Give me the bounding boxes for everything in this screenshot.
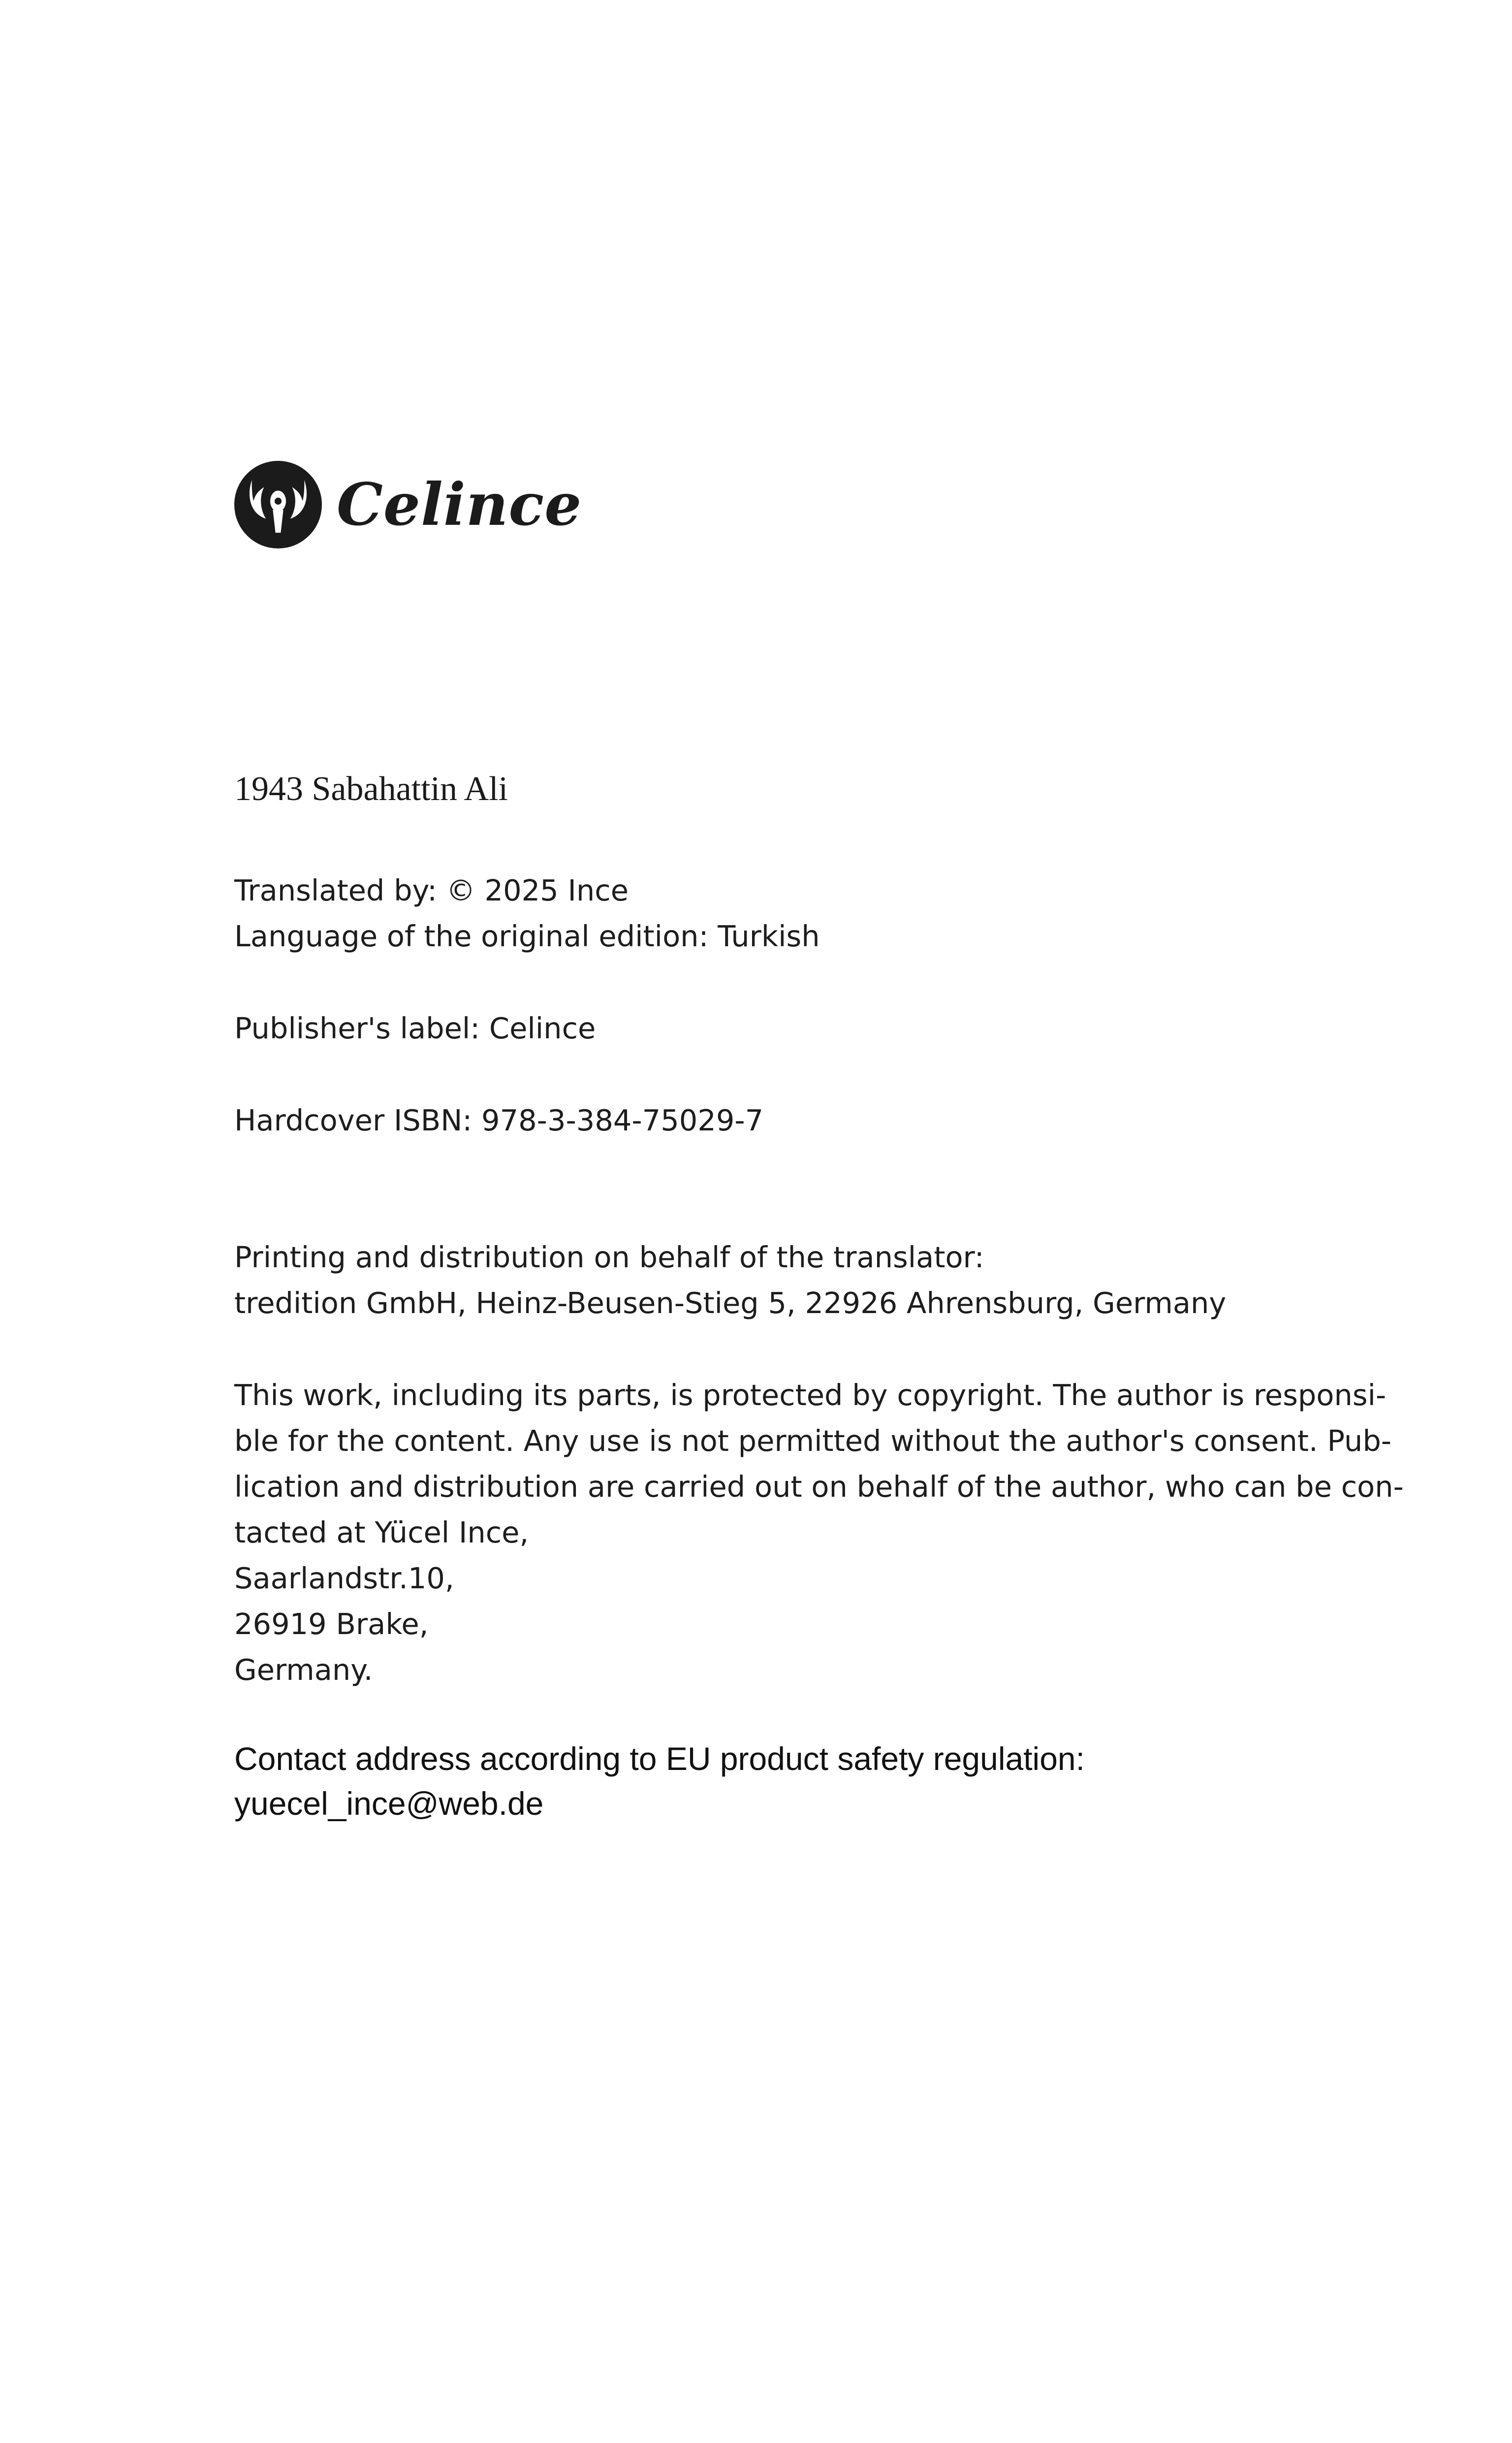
address-street: Saarlandstr.10, (234, 1561, 454, 1595)
contact-email: yuecel_ince@web.de (234, 1785, 544, 1822)
isbn-line: Hardcover ISBN: 978-3-384-75029-7 (234, 1103, 764, 1137)
copyright-notice (234, 1372, 1404, 1693)
publisher-logo-text: Celince (337, 470, 582, 539)
isbn-info (234, 1097, 763, 1143)
original-language-line: Language of the original edition: Turkish (234, 919, 820, 953)
printing-line-2: tredition GmbH, Heinz-Beusen-Stieg 5, 22926 Ahrensburg, Germany (234, 1286, 1227, 1320)
address-country: Germany. (234, 1653, 373, 1687)
contact-heading: Contact address according to EU product safety regulation: (234, 1740, 1085, 1777)
copyright-notice-line: ble for the content. Any use is not permitted without the author's consent. Pub- (234, 1424, 1392, 1458)
copyright-notice-line: tacted at Yücel Ince, (234, 1515, 529, 1549)
contact-info (234, 1736, 1085, 1826)
winged-emblem-icon (234, 461, 322, 548)
publisher-logo (234, 460, 582, 549)
copyright-notice-line: lication and distribution are carried out on behalf of the author, who can be con- (234, 1470, 1404, 1504)
printing-info (234, 1234, 1226, 1326)
publisher-label-line: Publisher's label: Celince (234, 1011, 596, 1045)
author-line: 1943 Sabahattin Ali (234, 770, 508, 808)
address-city: 26919 Brake, (234, 1607, 429, 1641)
printing-line-1: Printing and distribution on behalf of the translator: (234, 1240, 984, 1274)
translation-info (234, 868, 820, 959)
translated-by-line: Translated by: © 2025 Ince (234, 873, 629, 907)
publisher-label-info (234, 1005, 596, 1051)
copyright-notice-line: This work, including its parts, is protected by copyright. The author is responsi- (234, 1378, 1386, 1412)
